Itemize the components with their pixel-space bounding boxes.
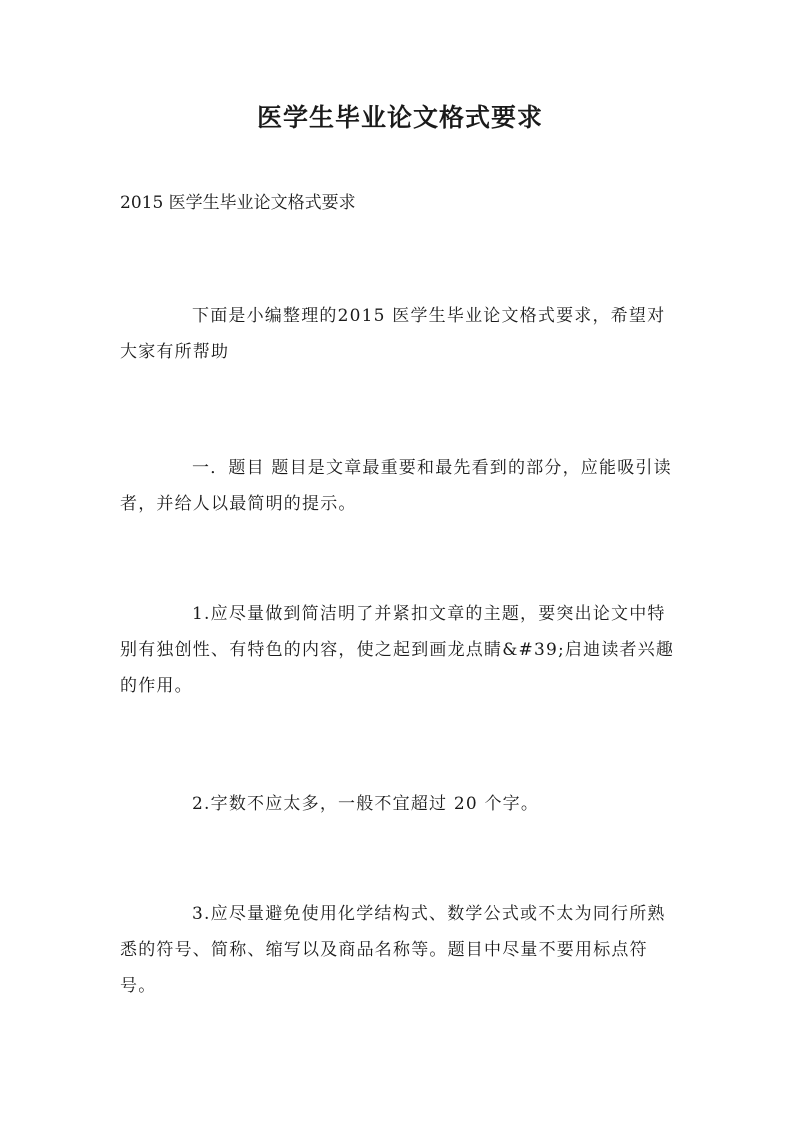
document-subtitle: 2015 医学生毕业论文格式要求 [120, 193, 356, 213]
paragraph-section-title: 一．题目 题目是文章最重要和最先看到的部分，应能吸引读者，并给人以最简明的提示。 [120, 458, 672, 514]
paragraph-item-1: 1.应尽量做到简洁明了并紧扣文章的主题，要突出论文中特别有独创性、有特色的内容，使之起到画龙点睛&#39;启迪读者兴趣的作用。 [120, 604, 675, 696]
paragraph-intro: 下面是小编整理的2015 医学生毕业论文格式要求，希望对大家有所帮助 [120, 306, 666, 362]
document-title: 医学生毕业论文格式要求 [256, 103, 543, 132]
paragraph-item-2: 2.字数不应太多，一般不宜超过 20 个字。 [192, 794, 540, 814]
paragraph-item-3: 3.应尽量避免使用化学结构式、数学公式或不太为同行所熟悉的符号、简称、缩写以及商品名称等。题目中尽量不要用标点符号。 [120, 904, 666, 996]
